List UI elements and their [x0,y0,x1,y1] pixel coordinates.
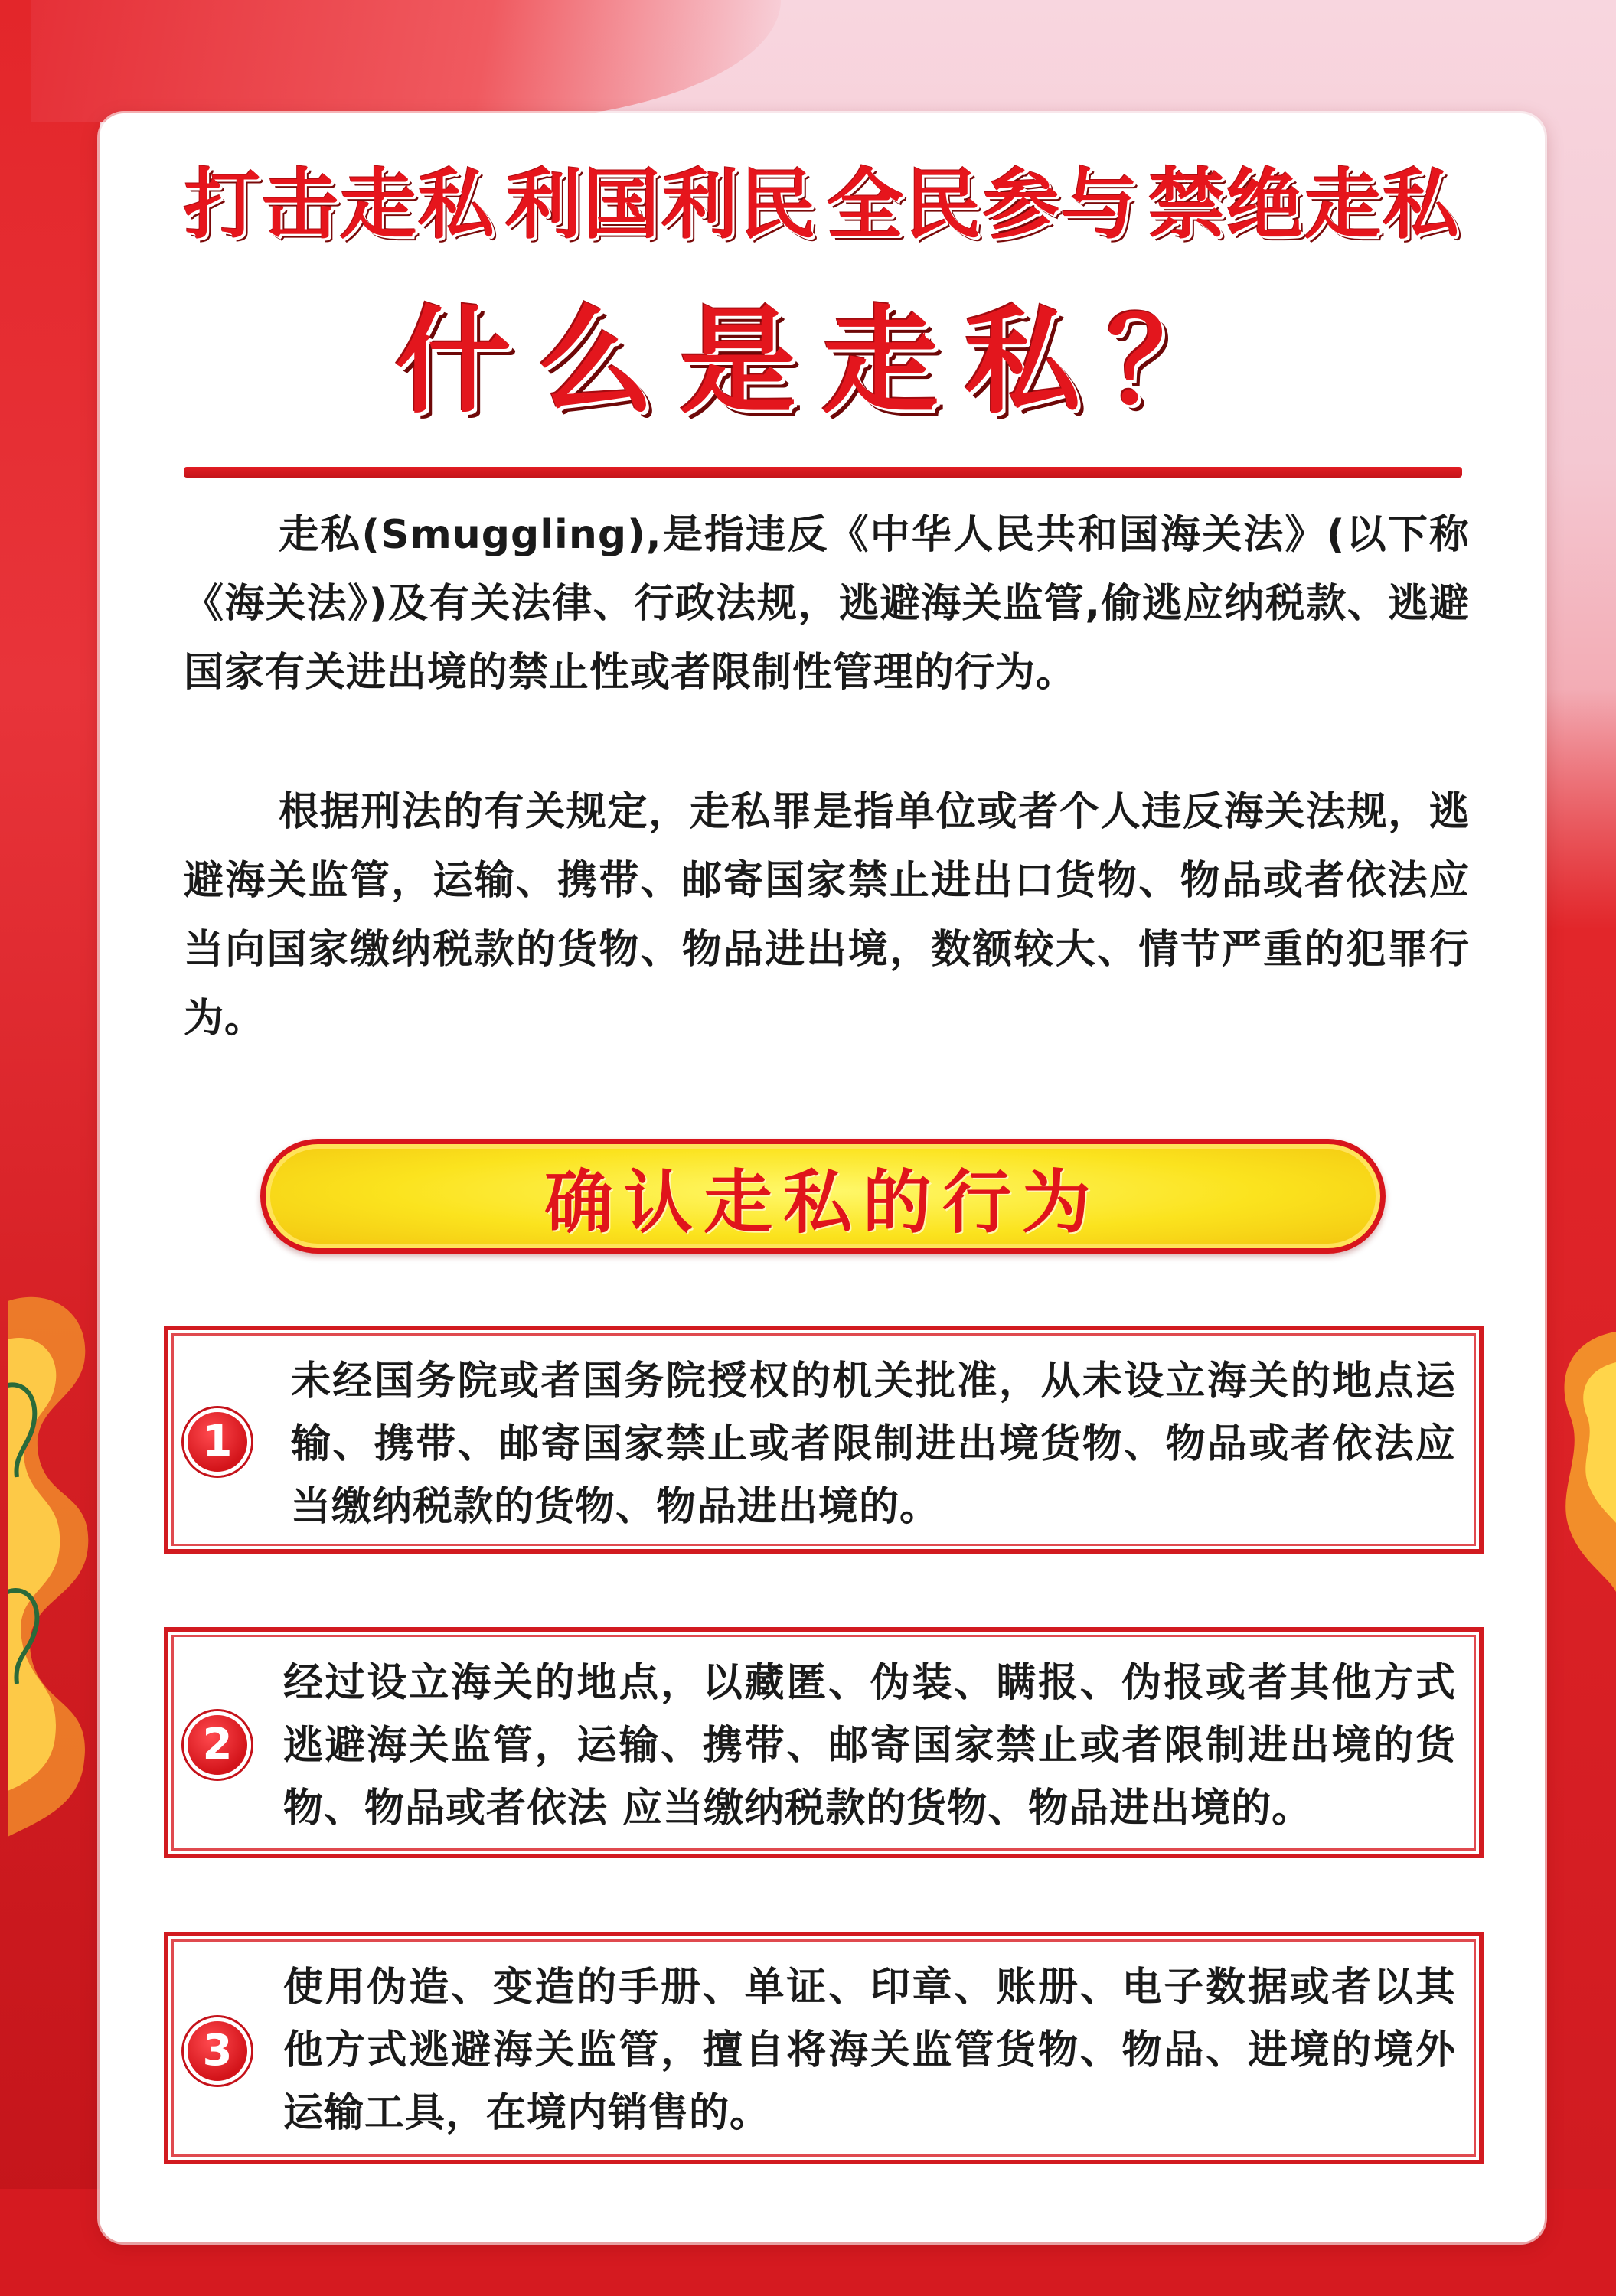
behavior-item-3 [164,1932,1484,2164]
slogan-1: 打击走私 [184,160,496,249]
slogan-2: 利国利民 [505,160,818,249]
decorative-lantern-ornament-right [1539,1301,1616,1623]
decorative-cloud-ornament-left [8,1270,100,1852]
item-text-2: 经过设立海关的地点，以藏匿、伪装、瞒报、伪报或者其他方式逃避海关监管，运输、携带、邮寄国家禁止或者限制进出境的货物、物品或者依法 应当缴纳税款的货物、物品进出境的。 [283,1660,1456,1831]
behavior-item-1 [164,1326,1484,1554]
page-title: 什么是走私？ [395,294,1249,429]
slogan-3: 全民参与 [827,160,1139,249]
item-number-badge-1: 1 [184,1408,251,1476]
behavior-item-2 [164,1627,1484,1858]
background-red-left [0,0,100,2296]
title-divider [184,467,1462,478]
item-number-badge-2: 2 [184,1711,251,1779]
slogan-row [100,159,1545,251]
item-text-1: 未经国务院或者国务院授权的机关批准，从未设立海关的地点运输、携带、邮寄国家禁止或者限制进出境货物、物品或者依法应当缴纳税款的货物、物品进出境的。 [291,1358,1456,1530]
content-panel [100,113,1545,2242]
background-flag-wave [31,0,781,122]
section-banner [260,1139,1386,1254]
definition-paragraph-2: 根据刑法的有关规定，走私罪是指单位或者个人违反海关法规，逃避海关监管，运输、携带、邮寄国家禁止进出口货物、物品或者依法应当向国家缴纳税款的货物、物品进出境，数额较大、情节严重的犯罪行为。 [184,789,1470,1042]
slogan-4: 禁绝走私 [1148,160,1461,249]
section-title: 确认走私的行为 [544,1163,1102,1243]
item-text-3: 使用伪造、变造的手册、单证、印章、账册、电子数据或者以其他方式逃避海关监管，擅自将海关监管货物、物品、进境的境外运输工具，在境内销售的。 [283,1965,1456,2136]
item-number-badge-3: 3 [184,2017,251,2085]
definition-paragraph-1: 走私(Smuggling),是指违反《中华人民共和国海关法》(以下称《海关法》)及有关法律、行政法规，逃避海关监管,偷逃应纳税款、逃避国家有关进出境的禁止性或者限制性管理的行为。 [184,512,1470,696]
